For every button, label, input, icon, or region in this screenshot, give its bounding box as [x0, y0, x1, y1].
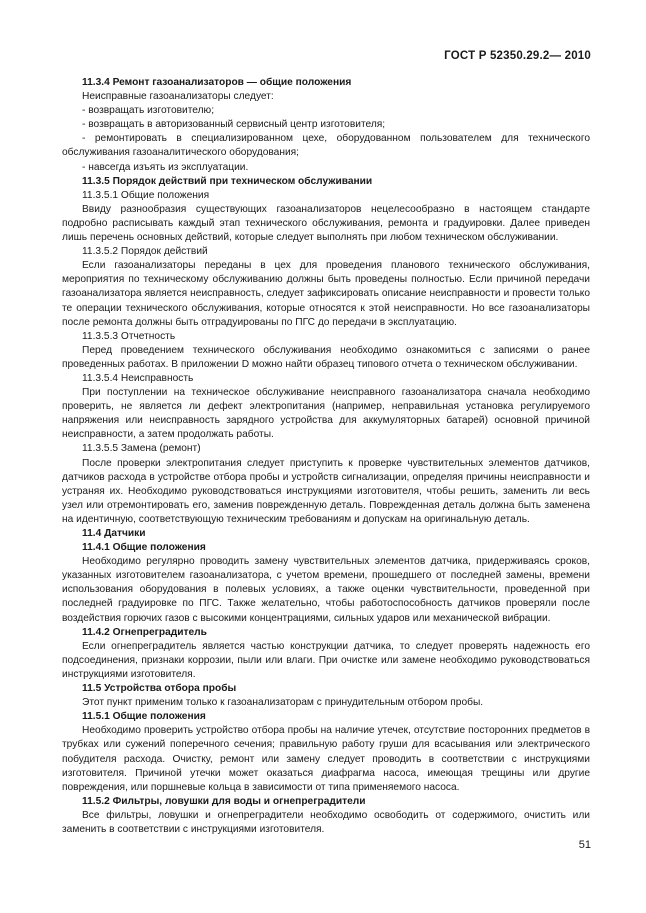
page-number: 51 [578, 839, 591, 851]
document-header: ГОСТ Р 52350.29.2— 2010 [444, 50, 591, 62]
subsection-label: 11.3.5.5 Замена (ремонт) [82, 443, 201, 455]
paragraph: Если огнепреградитель является частью конструкции датчика, то следует проверять надежность его подсоединения, признаки коррозии, пыли или влаги. При очистке или замене необходимо руководствоваться инструкциями изготовителя. [62, 640, 590, 680]
subsection-label: 11.3.5.2 Порядок действий [82, 246, 208, 258]
section-heading: 11.4 Датчики [82, 528, 146, 539]
section-heading: 11.5.2 Фильтры, ловушки для воды и огнепреградители [82, 795, 366, 807]
section-heading: 11.5.1 Общие положения [82, 711, 206, 723]
subsection-label: 11.3.5.4 Неисправность [82, 372, 194, 384]
section-heading: 11.4.2 Огнепреградитель [82, 626, 207, 638]
paragraph: Необходимо проверить устройство отбора пробы на наличие утечек, отсутствие посторонних предметов в трубках или сужений поперечного сечения; правильную работу груши для всасывания или электрического побудителя расхода. Очистку, ремонт или замену следует проводить в соответствии с инструкциями изготовителя. Причиной утечки может оказаться диафрагма насоса, имеющая трещины или другие повреждения, или поршневые кольца в зависимости от типа применяемого насоса. [62, 725, 590, 793]
section-heading: 11.5 Устройства отбора пробы [82, 683, 237, 695]
section-heading: 11.4.1 Общие положения [82, 542, 206, 554]
list-item: - ремонтировать в специализированном цехе, оборудованном пользователем для технического обслуживания газоаналитического оборудования; [62, 133, 590, 159]
document-body [62, 76, 590, 837]
paragraph: После проверки электропитания следует приступить к проверке чувствительных элементов датчиков, датчиков расхода в устройстве отбора пробы и устройств сигнализации, определяя причины неисправности и устраняя их. Необходимо руководствоваться инструкциями изготовителя, чтобы решить, заменить ли весь узел или отремонтировать его, заменив поврежденную деталь. Поврежденная деталь должна быть заменена на идентичную, соответствующую техническим требованиям и допускам на оригинальную деталь. [62, 457, 590, 525]
paragraph: Этот пункт применим только к газоанализаторам с принудительным отбором пробы. [82, 697, 484, 709]
subsection-label: 11.3.5.1 Общие положения [82, 189, 210, 201]
list-item: - возвращать в авторизованный сервисный центр изготовителя; [82, 119, 386, 131]
subsection-label: 11.3.5.3 Отчетность [82, 330, 176, 342]
paragraph: Необходимо регулярно проводить замену чувствительных элементов датчика, придерживаясь сроков, указанных изготовителем газоанализатора, с учетом времени, прошедшего от последней замены, времени использования оборудования в полевых условиях, а также оценки чувствительности, проведенной при последней градуировке по ПГС. Также желательно, чтобы работоспособность датчиков проверяли после воздействия горючих газов с высокими концентрациями, сильных ударов или механической вибрации. [62, 556, 590, 624]
section-heading: 11.3.5 Порядок действий при техническом обслуживании [82, 175, 373, 187]
list-item: - навсегда изъять из эксплуатации. [82, 161, 249, 173]
list-item: - возвращать изготовителю; [82, 105, 215, 117]
paragraph: Если газоанализаторы переданы в цех для проведения планового технического обслуживания, мероприятия по техническому обслуживанию должны быть проведены полностью. Если причиной передачи газоанализатора является неисправность, следует зафиксировать описание неисправности и провести только те операции технического обслуживания, которые относятся к этой неисправности. Но все газоанализаторы после ремонта должны быть отградуированы по ПГС до передачи в эксплуатацию. [62, 260, 590, 328]
paragraph: Все фильтры, ловушки и огнепреградители необходимо освободить от содержимого, очистить или заменить в соответствии с инструкциями изготовителя. [62, 809, 590, 835]
paragraph: Ввиду разнообразия существующих газоанализаторов нецелесообразно в настоящем стандарте подробно расписывать каждый этап технического обслуживания, ремонта и градуировки. Далее приведен лишь перечень основных действий, которые следует выполнять при любом техническом обслуживании. [62, 203, 590, 244]
paragraph: Неисправные газоанализаторы следует: [82, 91, 274, 103]
section-heading: 11.3.4 Ремонт газоанализаторов — общие положения [82, 77, 352, 88]
paragraph: Перед проведением технического обслуживания необходимо ознакомиться с записями о ранее проведенных работах. В приложении D можно найти образец типового отчета о техническом обслуживании. [62, 344, 590, 370]
paragraph: При поступлении на техническое обслуживание неисправного газоанализатора сначала необходимо проверить, не является ли дефект электропитания (например, неправильная установка регулируемого напряжения или неисправность зарядного устройства для аккумуляторных батарей) основной причиной неисправности, а затем продолжать работы. [62, 387, 590, 441]
